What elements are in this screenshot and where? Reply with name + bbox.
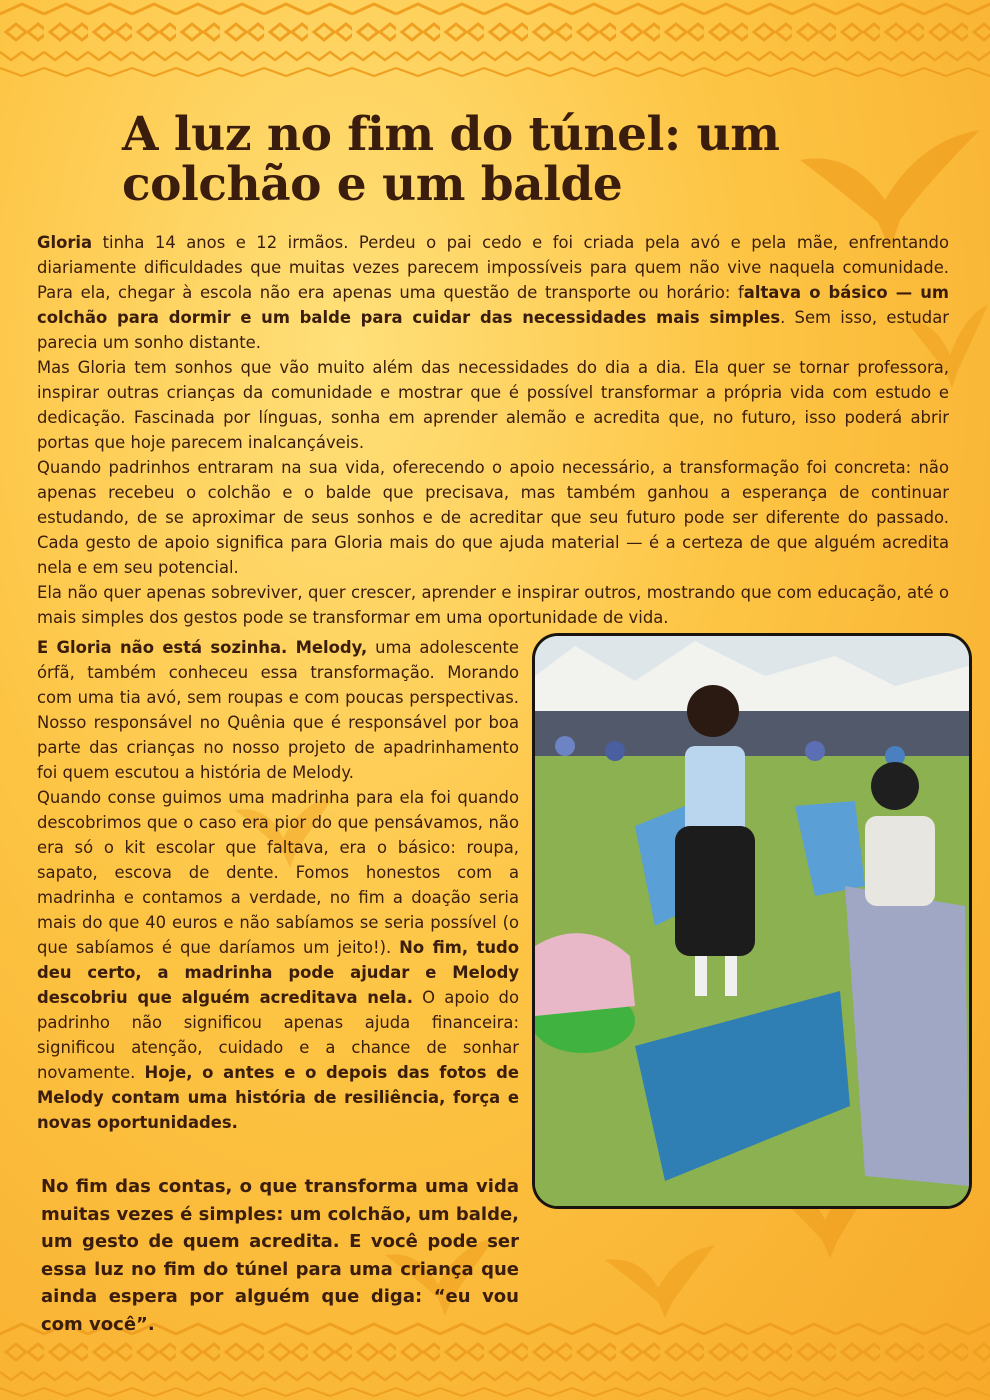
top-tribal-pattern <box>0 0 990 80</box>
story-paragraph: E Gloria não está sozinha. Melody, uma adolescente órfã, também conheceu essa transformação. Morando com uma tia avó, sem roupas e com poucas perspectivas. Nosso responsável no Quênia que é responsável por boa parte das crianças no nosso projeto de apadrinhamento foi quem escutou a história de Melody. <box>37 638 519 782</box>
bird-silhouette-icon <box>600 1240 720 1320</box>
intro-paragraph: Ela não quer apenas sobreviver, quer crescer, aprender e inspirar outros, mostrando que com educação, até o mais simples dos gestos pode se transformar em uma oportunidade de vida. <box>37 583 949 627</box>
intro-section <box>37 230 949 630</box>
name-gloria: Gloria <box>37 233 93 252</box>
page-title: A luz no fim do túnel: um colchão e um balde <box>122 107 780 212</box>
intro-paragraph: Gloria tinha 14 anos e 12 irmãos. Perdeu o pai cedo e foi criada pela avó e pela mãe, enfrentando diariamente dificuldades que muitas vezes parecem impossíveis para quem não vive naquela comunidade. Para ela, chegar à escola não era apenas uma questão de transporte ou horário: faltava o básico — um colchão para dormir e um balde para cuidar das necessidades mais simples. Sem isso, estudar parecia um sonho distante. <box>37 233 950 352</box>
melody-photo <box>532 633 972 1209</box>
intro-paragraph: Mas Gloria tem sonhos que vão muito além das necessidades do dia a dia. Ela quer se tornar professora, inspirar outras crianças da comunidade e mostrar que é possível transformar a própria vida com estudo e dedicação. Fascinada por línguas, sonha em aprender alemão e acredita que, no futuro, isso poderá abrir portas que hoje parecem inalcançáveis. <box>37 358 949 452</box>
story-paragraph: Quando conse guimos uma madrinha para ela foi quando descobrimos que o caso era pior do que pensávamos, não era só o kit escolar que faltava, era o básico: roupa, sapato, escova de dente. Fomos honestos com a madrinha e contamos a verdade, no fim a doação seria mais do que 40 euros e não sabíamos se seria possível (o que sabíamos é que daríamos um jeito!). No fim, tudo deu certo, a madrinha pode ajudar e Melody descobriu que alguém acreditava nela. O apoio do padrinho não significou apenas ajuda financeira: significou atenção, cuidado e a chance de sonhar novamente. Hoje, o antes e o depois das fotos de Melody contam uma história de resiliência, força e novas oportunidades. <box>37 788 519 1132</box>
intro-paragraph: Quando padrinhos entraram na sua vida, oferecendo o apoio necessário, a transformação foi concreta: não apenas recebeu o colchão e o balde que precisava, mas também ganhou a esperança de continuar estudando, de se aproximar de seus sonhos e de acreditar que seu futuro pode ser diferente do passado. Cada gesto de apoio significa para Gloria mais do que ajuda material — é a certeza de que alguém acredita nela e em seu potencial. <box>37 458 949 577</box>
closing-statement: No fim das contas, o que transforma uma vida muitas vezes é simples: um colchão, um balde, um gesto de quem acredita. E você pode ser essa luz no fim do túnel para uma criança que ainda espera por alguém que diga: “eu vou com você”. <box>41 1176 519 1335</box>
melody-story <box>37 635 519 1135</box>
